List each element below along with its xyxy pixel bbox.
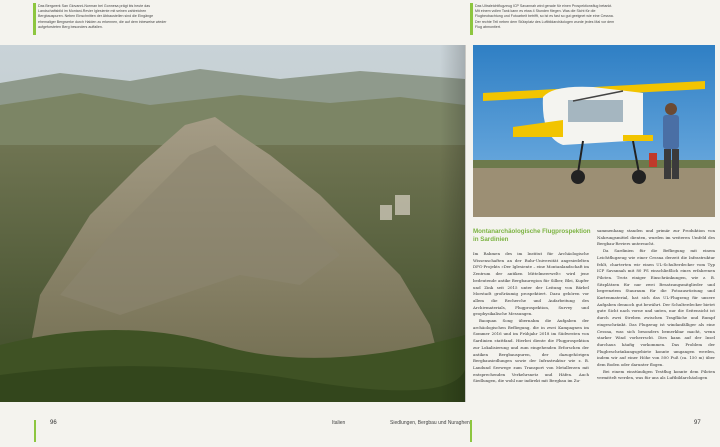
aerial-mountain-photo [0, 45, 465, 402]
aircraft-refuelling-photo [473, 45, 715, 217]
text-column-2 [597, 228, 715, 382]
right-page-number: 97 [694, 420, 701, 426]
left-page-number: 96 [50, 420, 57, 426]
right-running-head: Siedlungen, Bergbau und Nuraghen [390, 420, 470, 426]
section-title: Montanarchäologische Flugprospektion in Sardinien [473, 228, 591, 243]
column-1-paragraph: Im Rahmen des im Institut für Archäologische Wissenschaften an der Ruhr-Universität angesiedelten DFG-Projekts »Der Iglesiente – eine Montanlandschaft im Zentrum der antiken Mittelmeerwelt« wird jene bedeutende antike Bergbauregion für Silber, Blei, Kupfer und Zink seit 2015 unter der Leitung von Bärbel Morstadt großräumig prospektiert. Dazu gehören vor allem die Recherche und Aufarbeitung des Archivmaterials, Flugprospektion, Survey und geophysikalische Messungen. [473, 251, 589, 317]
right-caption: Das Ultraleichtflugzeug ICP Savannah wird gerade für einen Prospektionsflug betankt. Mit einem vollen Tank kann es etwa 4 Stunden fliegen. Was die Sicht für die Flugbeobachtung und Fotoarbeit betrifft, so ist es fast so gut geeignet wie eine Cessna. Der rechte Teil neben dem Stützplatz des Luftbildarchäologen wurde jedes Mal vor dem Flug abmontiert. [475, 4, 615, 29]
right-caption-accent [470, 3, 473, 35]
right-footer-accent [470, 420, 472, 442]
left-running-head: Italien [332, 420, 346, 426]
left-caption-accent [33, 3, 36, 35]
column-2-paragraph: sammenhang standen und primär zur Produktion von Nahrungsmittel dienten, wurden im weiteren Umfeld des Bergbau-Reviers untersucht. [597, 228, 715, 247]
left-caption: Das Bergwerk San Giovanni-Norman bei Gonnesa prägt bis heute das Landschaftsbild im Montani-Revier Iglesiente mit seinen zahlreichen Bergbauspuren. Neben Einschnitten der Abbaustellen sind die Eingänge ehemaliger Bergwerke durch Halden zu erkennen, die auf dem inbeweise wieder aufgeforsteten Berg besonders auffallen. [38, 4, 167, 29]
column-2-paragraph: Da Sardinien für die Befliegung mit einem Leichtflugzeug wie einer Cessna derzeit die Infrastruktur fehlt, charterten wir einen UL-Schulterdecker vom Typ ICP Savannah mit 80 PS einschließlich eines erfahrenen Piloten. Trotz einiger Einschränkungen, wie z. B. Sitzplätzen für nur zwei Besatzungsmitglieder und begrenztem Stauraum für die Fotoausrüstung und Kartenmaterial, hat sich das UL-Flugzeug für unsere Aufgaben dennoch gut bewährt. Der Schulterdecker bietet gute Sicht nach vorne und unten, nur die Seitensicht ist durch zwei Streben zwischen Tragfläche und Rumpf eingeschränkt. Das Flugzeug ist windanfälliger als eine Cessna, was sich besonders bemerkbar macht, wenn starker Wind vorherrscht. Dies kann auf der Insel durchaus häufig vorkommen. Das Problem der Flugbeschränkungsgebiete konnte umgangen werden, indem wir auf einer Höhe von 500 Fuß (ca. 150 m) über dem Boden oder darunter flogen. [597, 248, 715, 368]
column-2-paragraph: Bei einem einstündigen Testflug konnte dem Piloten vermittelt werden, was für uns als Luftbildarchäologen [597, 368, 715, 381]
left-footer-accent [34, 420, 36, 442]
text-column-1 [473, 251, 589, 385]
column-1-paragraph: Baoquan Song übernahm die Aufgaben der archäologischen Befliegung, die in zwei Kampagnen im Sommer 2016 und im Frühjahr 2018 im Südwesten von Sardinien stattfand. Hierbei diente die Flugprospektion zur Lokalisierung und zum eingehenden Erforschen der antiken Bergbauspuren, der dazugehörigen Bergbausiedlungen sowie der Infrastruktur wie z. B. Landund Seewege zum Transport von Metallerzen mit entsprechenden Verkehrsnetz und Häfen. Auch Siedlungen, die wohl nur indirekt mit Bergbau im Zu- [473, 318, 589, 384]
